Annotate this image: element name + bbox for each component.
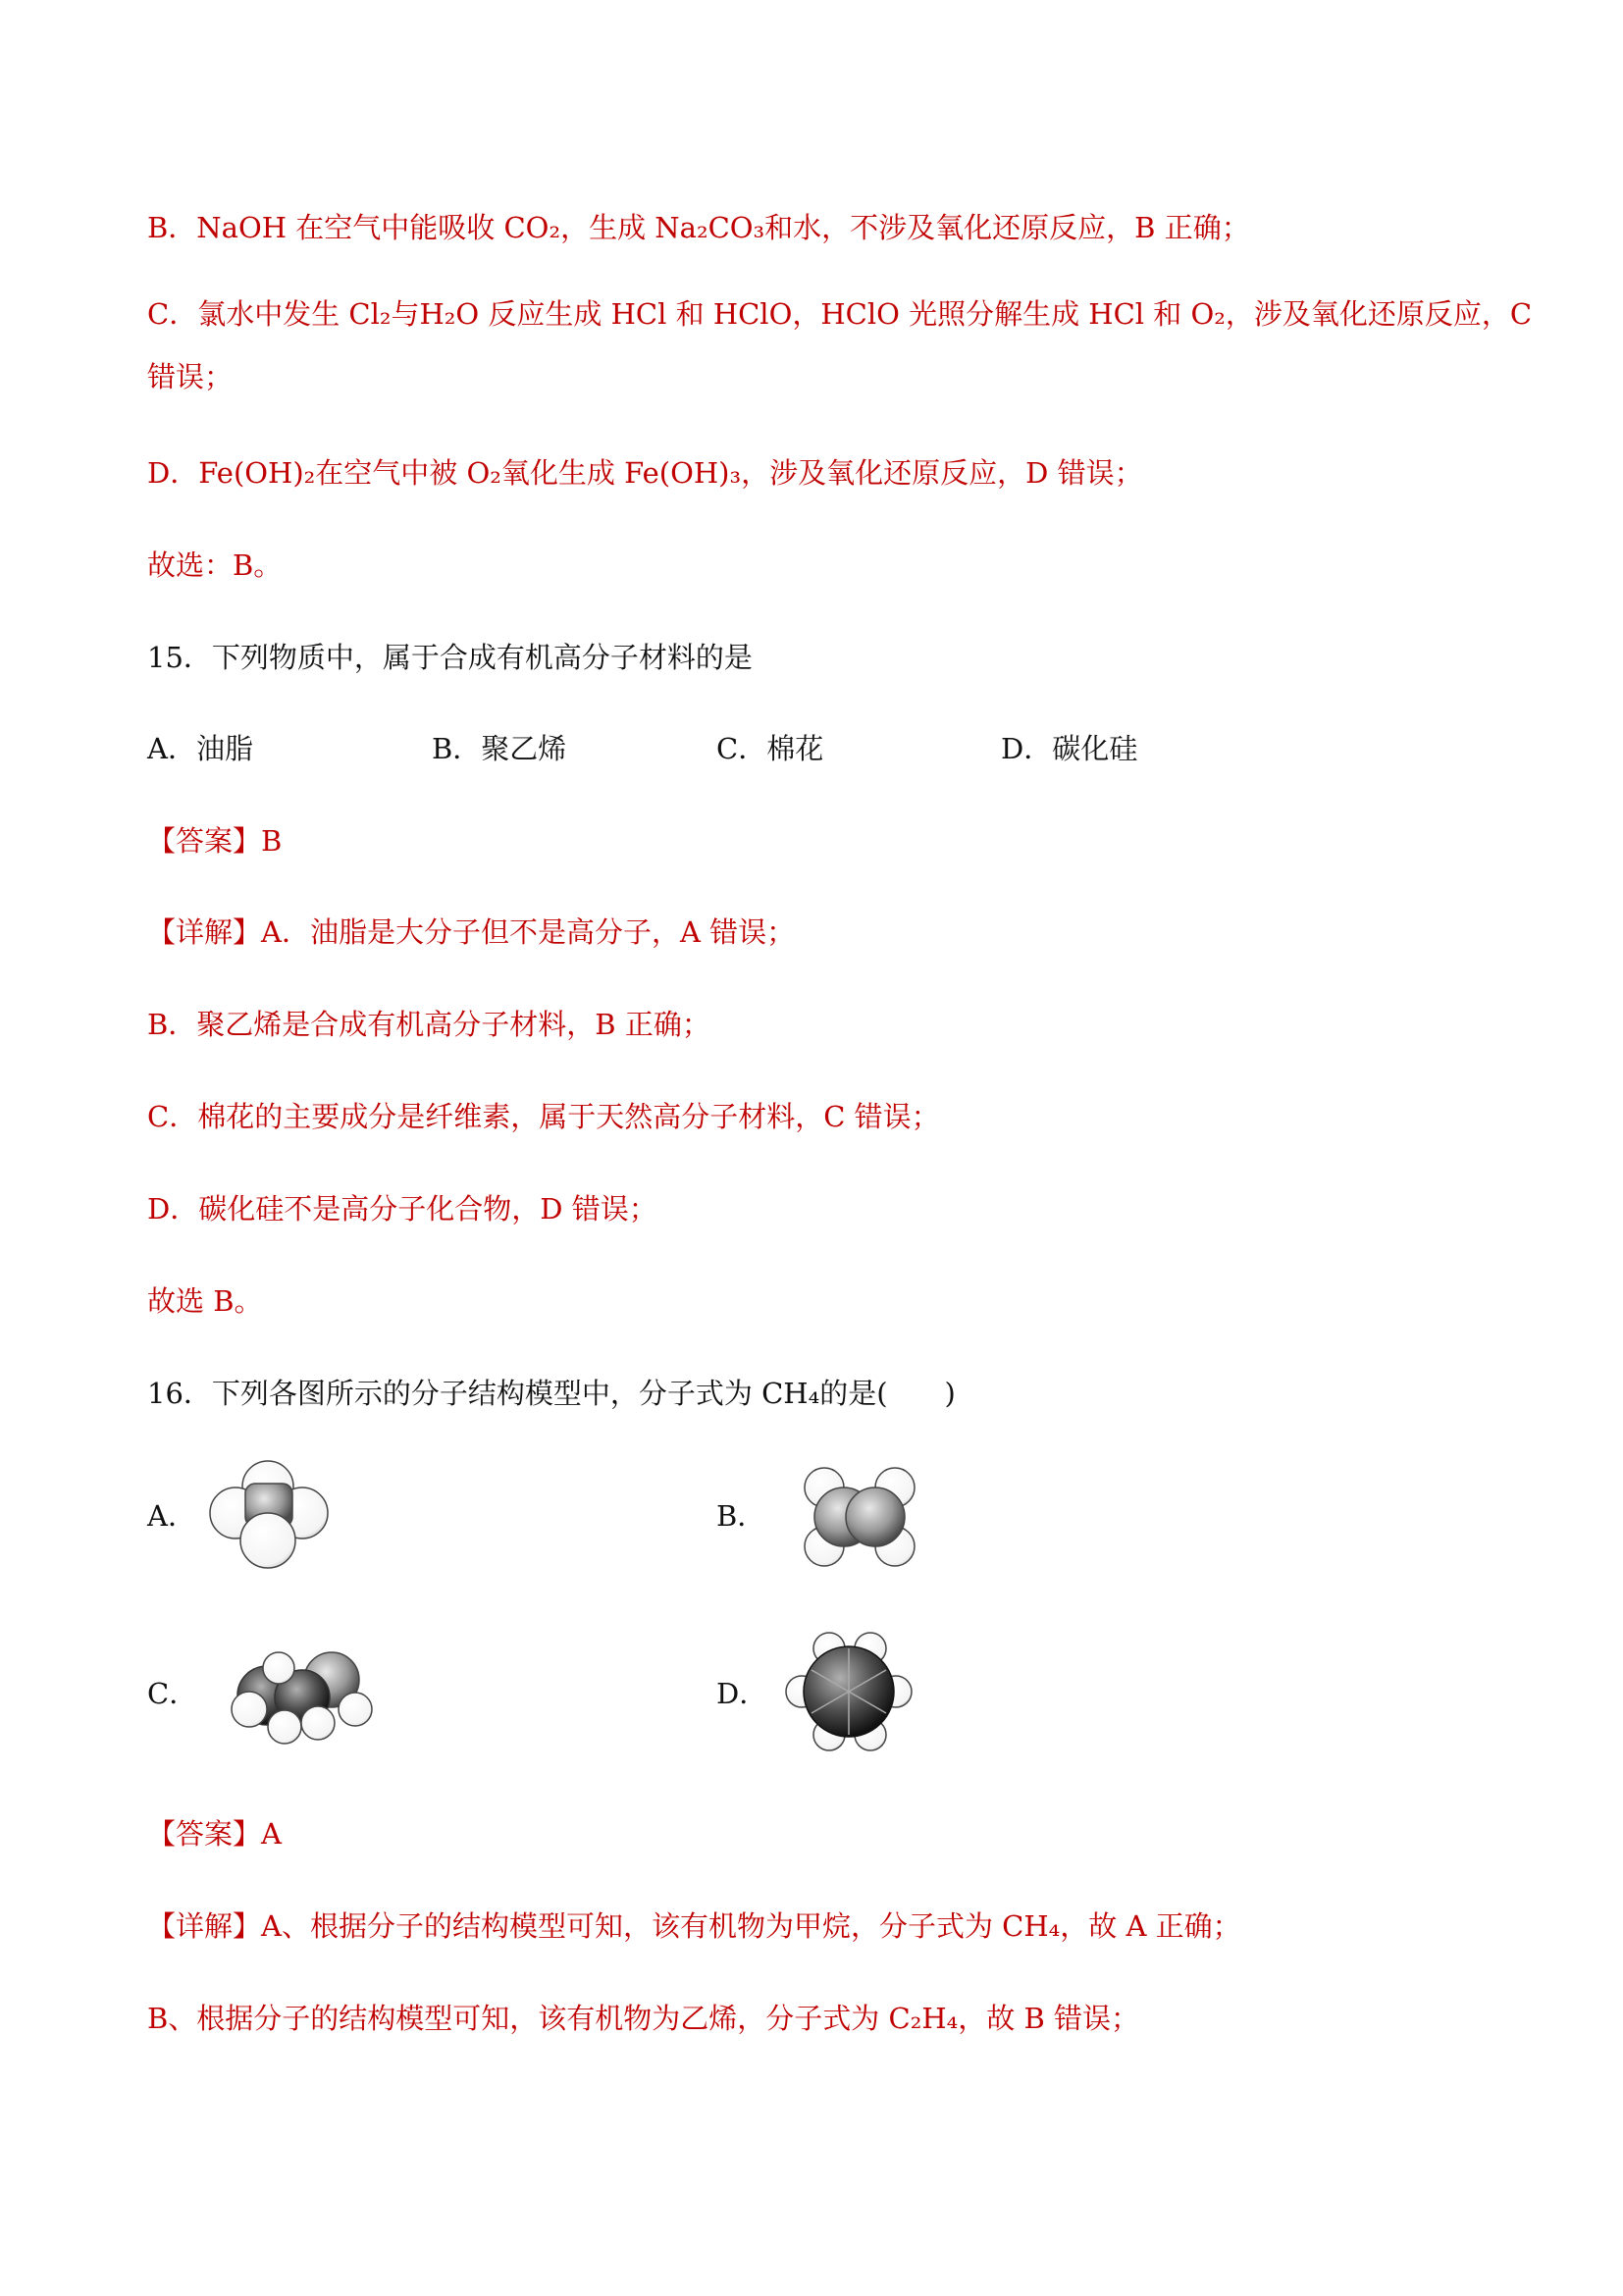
q15-answer	[147, 821, 282, 861]
ethanol-space-filling-model-icon	[216, 1639, 373, 1751]
q16-option-d-label: D．	[716, 1677, 768, 1710]
q16-option-b-label: B．	[716, 1499, 766, 1533]
q15-detail-c: C．棉花的主要成分是纤维素，属于天然高分子材料，C 错误；	[147, 1100, 940, 1133]
q15-option-a: A．油脂	[147, 732, 253, 765]
q16-detail-a	[147, 1906, 1241, 1946]
q16-detail-b: B、根据分子的结构模型可知，该有机物为乙烯，分子式为 C₂H₄，故 B 错误；	[147, 2002, 1140, 2035]
q15-detail-d: D．碳化硅不是高分子化合物，D 错误；	[147, 1192, 657, 1226]
q16-stem: 16．下列各图所示的分子结构模型中，分子式为 CH₄的是( )	[147, 1377, 956, 1410]
q15-stem: 15．下列物质中，属于合成有机高分子材料的是	[147, 641, 753, 674]
q14-explain-d: D．Fe(OH)₂在空气中被 O₂氧化生成 Fe(OH)₃，涉及氧化还原反应，D 错误；	[147, 456, 1143, 490]
answer-tag: 【答案】	[147, 824, 262, 858]
q15-option-c: C．棉花	[716, 732, 824, 765]
q15-detail-b: B．聚乙烯是合成有机高分子材料，B 正确；	[147, 1008, 710, 1041]
q15-option-d: D．碳化硅	[1001, 732, 1138, 765]
q14-conclusion: 故选：B。	[147, 548, 283, 582]
q16-option-c-label: C．	[147, 1677, 198, 1710]
q14-explain-c-line2: 错误；	[147, 360, 234, 393]
ethylene-space-filling-model-icon	[797, 1460, 924, 1576]
detail-text: A．油脂是大分子但不是高分子，A 错误；	[261, 915, 796, 949]
q14-explain-b: B．NaOH 在空气中能吸收 CO₂，生成 Na₂CO₃和水，不涉及氧化还原反应，B 正确；	[147, 211, 1250, 244]
q15-conclusion: 故选 B。	[147, 1284, 263, 1318]
answer-value: B	[261, 824, 283, 858]
methane-space-filling-model-icon	[196, 1452, 343, 1580]
detail-tag: 【详解】	[147, 1909, 262, 1943]
detail-tag: 【详解】	[147, 915, 262, 949]
benzene-space-filling-model-icon	[780, 1629, 917, 1756]
q16-option-a-label: A．	[147, 1499, 196, 1533]
q16-answer	[147, 1814, 282, 1853]
q15-detail-a	[147, 913, 795, 952]
q14-explain-c-line1: C．氯水中发生 Cl₂与H₂O 反应生成 HCl 和 HClO，HClO 光照分解生成 HCl 和 O₂，涉及氧化还原反应，C	[147, 297, 1533, 331]
detail-text: A、根据分子的结构模型可知，该有机物为甲烷，分子式为 CH₄，故 A 正确；	[261, 1909, 1241, 1943]
answer-value: A	[261, 1817, 282, 1851]
q15-option-b: B．聚乙烯	[432, 732, 567, 765]
answer-tag: 【答案】	[147, 1817, 262, 1851]
